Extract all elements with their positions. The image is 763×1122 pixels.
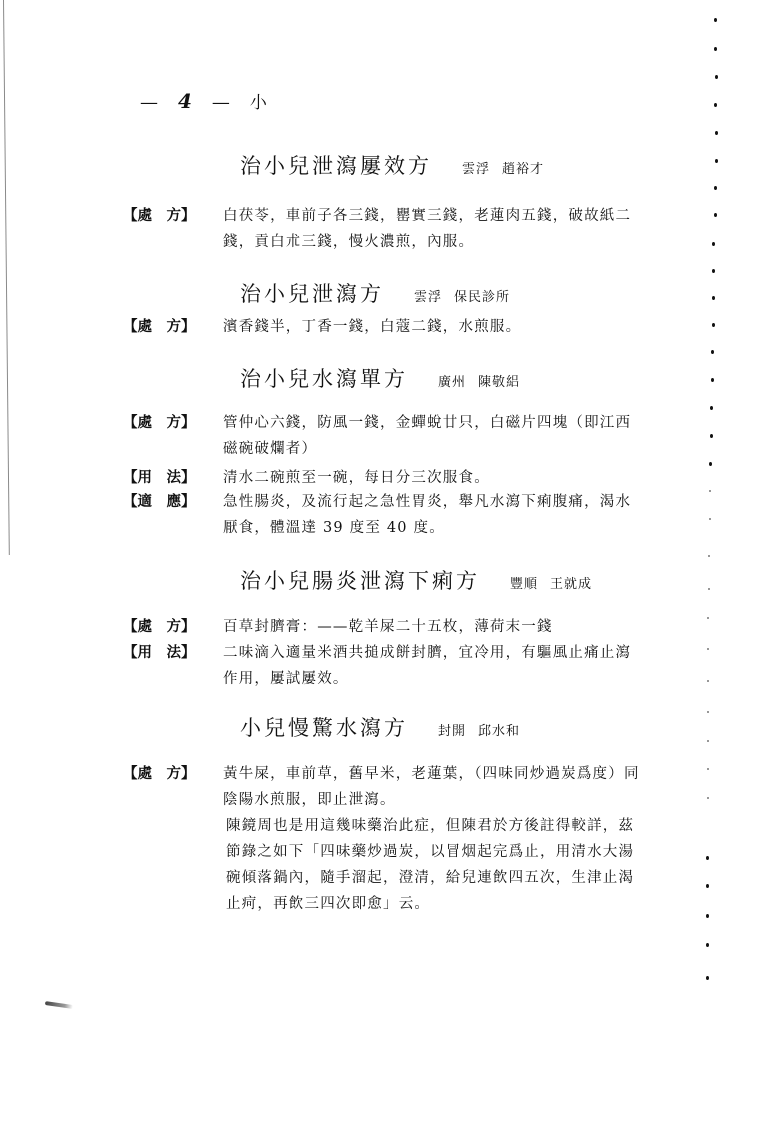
binding-dot [709, 462, 712, 466]
author-name: 邱水和 [478, 724, 521, 739]
field-label: 【用 法】 [123, 469, 196, 486]
section-label: 小 [249, 93, 269, 113]
field-label: 【處 方】 [123, 618, 196, 635]
scan-smudge [45, 1001, 73, 1009]
binding-dot [712, 269, 715, 273]
field-label: 【用 法】 [123, 644, 196, 661]
binding-dot [714, 213, 717, 217]
author-place: 廣州 [438, 375, 467, 390]
binding-dot [711, 350, 714, 354]
recipe-field [123, 761, 643, 813]
recipe-note: 陳鏡周也是用這幾味藥治此症，但陳君於方後註得較詳，茲節錄之如下「四味藥炒過炭，以冒烟起完爲止，用清水大湯碗傾落鍋內，隨手溜起，澄清，給兒連飲四五次，生津止渴止疴，再飲三四次即愈」云。 [226, 818, 635, 912]
binding-dot [709, 490, 711, 492]
recipe-name: 治小兒泄瀉方 [240, 282, 384, 306]
binding-dot [714, 18, 717, 22]
field-text: 管仲心六錢，防風一錢，金蟬蛻廿只，白磁片四塊（即江西磁碗破爛者） [223, 415, 632, 457]
binding-dot [708, 555, 710, 557]
field-label: 【處 方】 [123, 207, 196, 224]
field-label: 【處 方】 [123, 318, 196, 335]
field-label: 【處 方】 [123, 765, 196, 782]
binding-dot [707, 680, 709, 682]
binding-edge-line [3, 0, 10, 555]
author-name: 趙裕才 [502, 162, 545, 177]
binding-dot [707, 768, 709, 770]
author-place: 雲浮 [462, 162, 491, 177]
recipe-name: 小兒慢驚水瀉方 [240, 716, 408, 740]
binding-dot [712, 323, 715, 327]
binding-dot [710, 406, 713, 410]
recipe-author [462, 158, 544, 177]
recipe-title [240, 278, 510, 308]
binding-dot [708, 588, 710, 590]
recipe-title [240, 150, 544, 180]
page-header [140, 88, 269, 113]
binding-dot [707, 711, 709, 713]
field-text: 急性腸炎，及流行起之急性胃炎，舉凡水瀉下痢腹痛，渴水厭食，體溫達 39 度至 40 度。 [223, 494, 632, 536]
binding-dot [706, 914, 709, 918]
recipe-name: 治小兒泄瀉屢效方 [240, 154, 432, 178]
field-text: 清水二碗煎至一碗，每日分三次服食。 [223, 470, 490, 486]
recipe-field [123, 465, 643, 491]
field-text: 二味滴入適量米酒共搥成餅封臍，宜冷用，有驅風止痛止瀉作用，屢試屢效。 [223, 645, 632, 687]
author-place: 封開 [438, 724, 467, 739]
field-label: 【處 方】 [123, 414, 196, 431]
binding-dot [709, 518, 711, 520]
recipe-author [414, 286, 510, 305]
field-text: 黃牛屎，車前草，舊早米，老蓮葉，（四味同炒過炭爲度）同陰陽水煎服，即止泄瀉。 [223, 766, 640, 808]
binding-dot [706, 856, 709, 860]
page-dash-left: — [140, 92, 160, 113]
binding-dot [706, 976, 709, 980]
recipe-title [240, 363, 520, 393]
binding-dot [712, 296, 715, 300]
recipe-field [123, 640, 643, 692]
binding-dot [707, 648, 709, 650]
recipe-author [438, 371, 520, 390]
recipe-field [123, 614, 643, 640]
author-name: 保民診所 [454, 290, 511, 305]
recipe-name: 治小兒腸炎泄瀉下痢方 [240, 569, 480, 593]
recipe-field [123, 314, 643, 340]
recipe-author [510, 573, 592, 592]
binding-dot [715, 75, 718, 79]
author-place: 豐順 [510, 577, 539, 592]
field-text: 白茯苓，車前子各三錢，罌實三錢，老蓮肉五錢，破故紙二錢，貢白朮三錢，慢火濃煎，內服。 [223, 208, 632, 250]
binding-dot [707, 617, 709, 619]
binding-dot [715, 159, 718, 163]
author-name: 陳敬絽 [478, 375, 521, 390]
binding-dot [707, 797, 709, 799]
binding-dot [714, 47, 717, 51]
binding-dot [712, 242, 715, 246]
recipe-title [240, 565, 592, 595]
binding-dot [714, 186, 717, 190]
binding-dot [706, 884, 709, 888]
binding-dot [714, 103, 717, 107]
binding-dot [715, 131, 718, 135]
recipe-author [438, 720, 520, 739]
recipe-field [123, 489, 643, 541]
page-dash-right: — [211, 92, 232, 113]
recipe-name: 治小兒水瀉單方 [240, 367, 408, 391]
recipe-field [123, 410, 643, 462]
binding-dot [706, 943, 709, 947]
author-place: 雲浮 [414, 290, 443, 305]
recipe-field [123, 203, 643, 255]
recipe-title [240, 712, 520, 742]
binding-dot [711, 378, 714, 382]
binding-dot [710, 434, 713, 438]
field-text: 百草封臍膏：——乾羊屎二十五枚，薄荷末一錢 [223, 619, 553, 635]
field-text: 濱香錢半，丁香一錢，白蔻二錢，水煎服。 [223, 319, 522, 335]
field-label: 【適 應】 [123, 493, 196, 510]
author-name: 王就成 [550, 577, 593, 592]
page-number: 4 [178, 89, 194, 113]
binding-dot [707, 740, 709, 742]
